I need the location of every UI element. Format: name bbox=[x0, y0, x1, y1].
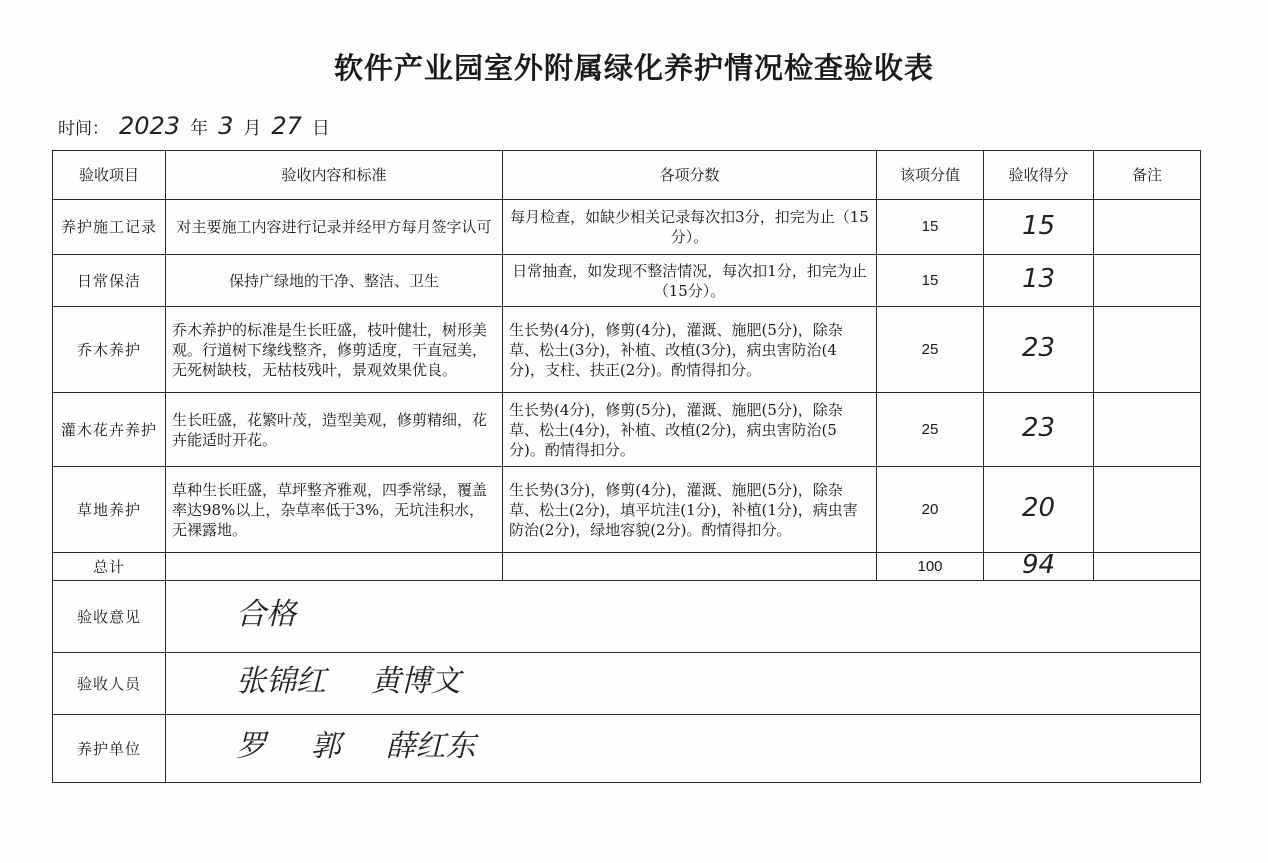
date-month: 3 bbox=[218, 112, 234, 140]
table-header-row bbox=[53, 151, 1201, 200]
total-row bbox=[53, 553, 1201, 581]
row-max: 25 bbox=[877, 393, 984, 467]
row-score: 15 bbox=[1021, 210, 1056, 241]
row-standard: 保持广绿地的干净、整洁、卫生 bbox=[166, 255, 503, 307]
inspector-signature: 黄博文 bbox=[370, 663, 461, 699]
row-scoring: 生长势(3分)，修剪(4分)，灌溉、施肥(5分)，除杂草、松土(2分)，填平坑洼(1分)，补植(1分)，病虫害防治(2分)，绿地容貌(2分)。酌情得扣分。 bbox=[503, 467, 877, 553]
date-day: 27 bbox=[271, 112, 302, 140]
opinion-value: 合格 bbox=[236, 596, 296, 632]
inspectors-row bbox=[53, 653, 1201, 715]
row-item: 养护施工记录 bbox=[53, 200, 166, 255]
row-item: 灌木花卉养护 bbox=[53, 393, 166, 467]
inspectors-label: 验收人员 bbox=[53, 653, 166, 715]
date-month-unit: 月 bbox=[243, 118, 262, 139]
table-row bbox=[53, 393, 1201, 467]
row-standard: 草种生长旺盛，草坪整齐雅观，四季常绿，覆盖率达98%以上，杂草率低于3%，无坑洼积水，无裸露地。 bbox=[166, 467, 503, 553]
row-note bbox=[1094, 467, 1201, 553]
maintenance-unit-row bbox=[53, 715, 1201, 783]
date-prefix: 时间： bbox=[58, 119, 109, 139]
total-label: 总计 bbox=[53, 553, 166, 581]
row-item: 草地养护 bbox=[53, 467, 166, 553]
acceptance-table bbox=[52, 150, 1201, 783]
header-item: 验收项目 bbox=[53, 151, 166, 200]
row-item: 乔木养护 bbox=[53, 307, 166, 393]
row-max: 25 bbox=[877, 307, 984, 393]
opinion-label: 验收意见 bbox=[53, 581, 166, 653]
inspector-signature: 张锦红 bbox=[236, 663, 326, 699]
header-max: 该项分值 bbox=[877, 151, 984, 200]
header-standard: 验收内容和标准 bbox=[166, 151, 503, 200]
row-note bbox=[1094, 255, 1201, 307]
row-scoring: 每月检查，如缺少相关记录每次扣3分，扣完为止（15分）。 bbox=[503, 200, 877, 255]
total-score: 94 bbox=[1021, 550, 1056, 580]
page-title: 软件产业园室外附属绿化养护情况检查验收表 bbox=[333, 51, 934, 85]
row-scoring: 生长势(4分)，修剪(5分)，灌溉、施肥(5分)，除杂草、松土(4分)，补植、改植(2分)，病虫害防治(5分)。酌情得扣分。 bbox=[503, 393, 877, 467]
maintenance-signature: 罗 bbox=[236, 728, 266, 764]
row-standard: 对主要施工内容进行记录并经甲方每月签字认可 bbox=[166, 200, 503, 255]
date-day-unit: 日 bbox=[311, 118, 330, 139]
table-row bbox=[53, 307, 1201, 393]
row-max: 20 bbox=[877, 467, 984, 553]
header-score: 验收得分 bbox=[984, 151, 1094, 200]
row-score: 23 bbox=[1021, 413, 1056, 443]
row-standard: 生长旺盛，花繁叶茂，造型美观，修剪精细，花卉能适时开花。 bbox=[166, 393, 503, 467]
maintenance-signature: 郭 bbox=[310, 728, 341, 764]
row-scoring: 生长势(4分)，修剪(4分)，灌溉、施肥(5分)，除杂草、松土(3分)，补植、改植(3分)，病虫害防治(4分)，支柱、扶正(2分)。酌情得扣分。 bbox=[503, 307, 877, 393]
table-row bbox=[53, 200, 1201, 255]
row-standard: 乔木养护的标准是生长旺盛，枝叶健壮，树形美观。行道树下缘线整齐，修剪适度，干直冠美，无死树缺枝，无枯枝残叶，景观效果优良。 bbox=[166, 307, 503, 393]
inspection-date bbox=[58, 112, 330, 140]
row-note bbox=[1094, 393, 1201, 467]
row-note bbox=[1094, 307, 1201, 393]
header-note: 备注 bbox=[1094, 151, 1201, 200]
row-scoring: 日常抽查，如发现不整洁情况，每次扣1分，扣完为止（15分）。 bbox=[503, 255, 877, 307]
table-row bbox=[53, 467, 1201, 553]
date-year-unit: 年 bbox=[190, 118, 209, 139]
maintenance-unit-label: 养护单位 bbox=[53, 715, 166, 783]
table-row bbox=[53, 255, 1201, 307]
maintenance-signature: 薛红东 bbox=[385, 728, 476, 764]
date-year: 2023 bbox=[119, 112, 181, 140]
row-note bbox=[1094, 200, 1201, 255]
opinion-row bbox=[53, 581, 1201, 653]
header-scoring: 各项分数 bbox=[503, 151, 877, 200]
row-score: 20 bbox=[1021, 493, 1056, 523]
row-item: 日常保洁 bbox=[53, 255, 166, 307]
row-score: 13 bbox=[1021, 264, 1056, 294]
row-max: 15 bbox=[877, 255, 984, 307]
total-max: 100 bbox=[877, 553, 984, 581]
row-score: 23 bbox=[1021, 333, 1056, 363]
row-max: 15 bbox=[877, 200, 984, 255]
